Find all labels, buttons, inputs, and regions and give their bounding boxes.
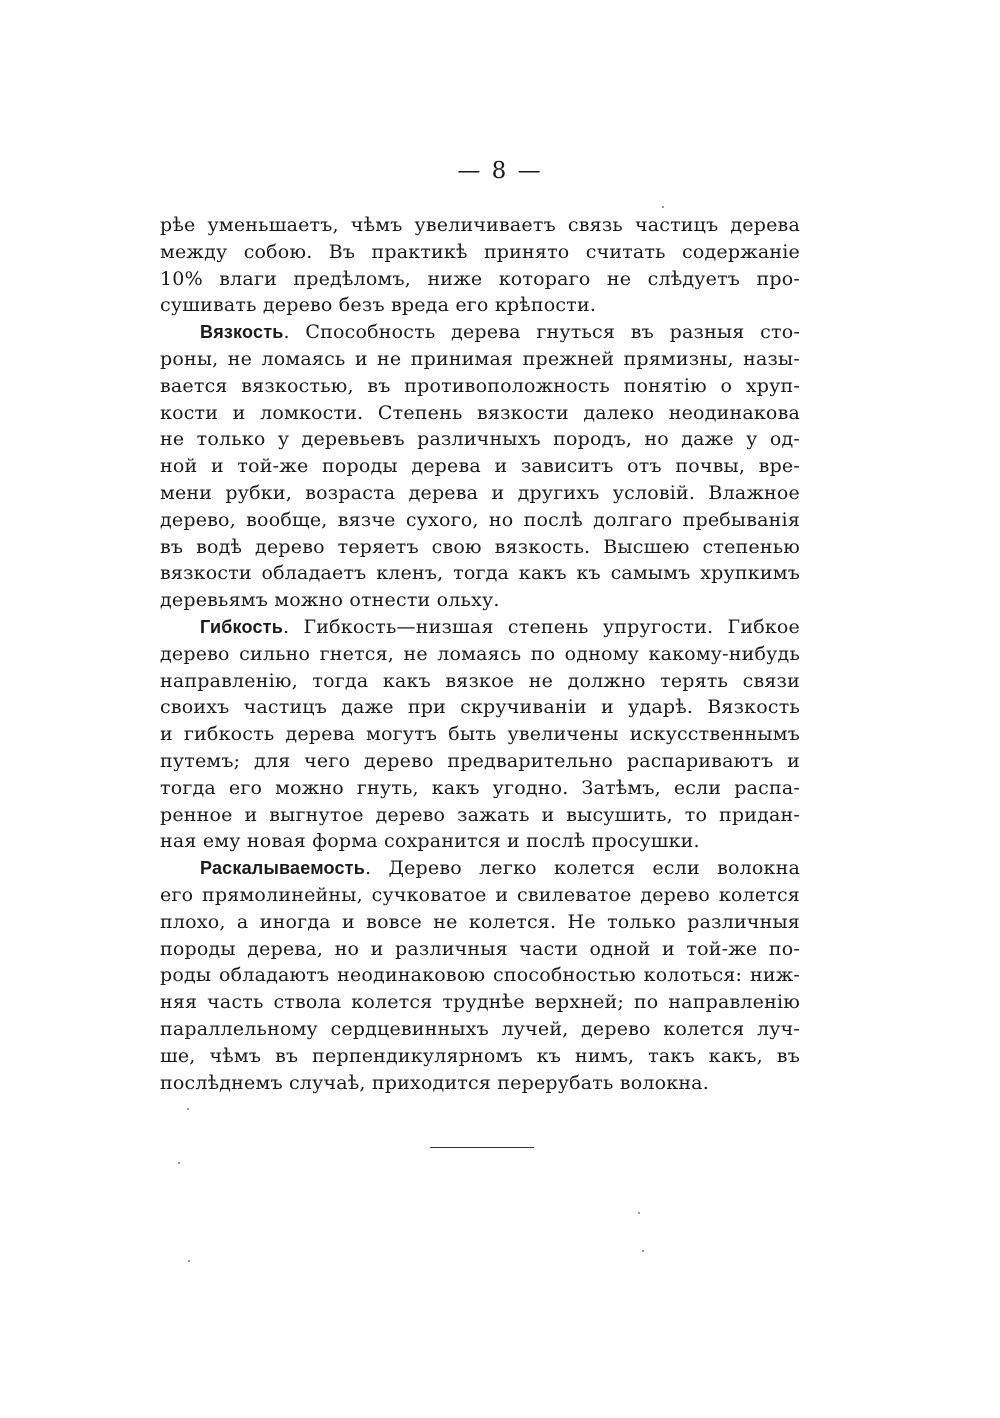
- term-heading: Вязкость: [200, 322, 284, 343]
- paragraph-continuation: [160, 212, 800, 319]
- paragraph-viscosity: [160, 319, 800, 614]
- text-line: и гибкость дерева могутъ быть увеличены искусственнымъ: [160, 723, 800, 746]
- text-line: путемъ; для чего дерево предварительно распариваютъ и: [160, 749, 800, 772]
- text-line: роды обладаютъ неодинаковою способностью колоться: ниж-: [160, 964, 800, 987]
- text-line: няя часть ствола колется труднѣе верхней; по направленiю: [160, 991, 800, 1014]
- scan-speck: [188, 1260, 190, 1262]
- text-line: [160, 319, 800, 346]
- paragraph-flexibility: [160, 614, 800, 855]
- text-line-rest: . Гибкость—низшая степень упругости. Гибкое: [282, 615, 800, 638]
- text-line: ной и той-же породы дерева и зависитъ отъ почвы, вре-: [160, 455, 800, 478]
- page-number: — 8 —: [457, 158, 543, 184]
- text-line-rest: . Способность дерева гнуться въ разныя сто-: [283, 321, 800, 344]
- scan-speck: [638, 1212, 640, 1214]
- text-line: въ водѣ дерево теряетъ свою вязкость. Высшею степенью: [160, 535, 800, 558]
- text-line: своихъ частицъ даже при скручиванiи и ударѣ. Вязкость: [160, 696, 800, 719]
- text-line: плохо, а иногда и вовсе не колется. Не только различныя: [160, 910, 800, 933]
- text-line: 10% влаги предѣломъ, ниже котораго не слѣдуетъ про-: [160, 267, 800, 290]
- body-text: [160, 212, 800, 1096]
- text-line: дерево сильно гнется, не ломаясь по одному какому-нибудь: [160, 642, 800, 665]
- term-heading: Раскалываемость: [200, 858, 365, 879]
- scan-speck: [187, 1108, 189, 1110]
- text-line: вязкости обладаетъ кленъ, тогда какъ къ самымъ хрупкимъ: [160, 562, 800, 585]
- scan-speck: [642, 1250, 644, 1252]
- text-line: рѣе уменьшаетъ, чѣмъ увеличиваетъ связь частицъ дерева: [160, 214, 800, 236]
- text-line: ная ему новая форма сохранится и послѣ просушки.: [160, 830, 700, 853]
- text-line: роны, не ломаясь и не принимая прежней прямизны, назы-: [160, 347, 800, 370]
- text-line: послѣднемъ случаѣ, приходится перерубать волокна.: [160, 1071, 709, 1094]
- text-line: тогда его можно гнуть, какъ угодно. Затѣмъ, если распа-: [160, 776, 800, 799]
- text-line: между собою. Въ практикѣ принято считать содержанiе: [160, 240, 800, 263]
- text-line: сушивать дерево безъ вреда его крѣпости.: [160, 294, 597, 317]
- term-heading: Гибкость: [200, 616, 283, 637]
- scan-speck: [662, 206, 664, 208]
- text-line: породы дерева, но и различныя части одной и той-же по-: [160, 937, 800, 960]
- text-line: кости и ломкости. Степень вязкости далеко неодинакова: [160, 401, 800, 424]
- text-line: его прямолинейны, сучковатое и свилеватое дерево колется: [160, 883, 800, 906]
- end-rule-divider: [430, 1147, 534, 1148]
- text-line: направленiю, тогда какъ вязкое не должно терять связи: [160, 669, 800, 692]
- text-line: [160, 614, 800, 641]
- text-line: мени рубки, возраста дерева и другихъ условiй. Влажное: [160, 481, 800, 504]
- text-line: ренное и выгнутое дерево зажать и высушить, то придан-: [160, 803, 800, 826]
- text-line: [160, 855, 800, 882]
- scan-speck: [178, 1162, 180, 1164]
- text-line: дерево, вообще, вязче сухого, но послѣ долгаго пребыванiя: [160, 508, 800, 531]
- text-line: параллельному сердцевинныхъ лучей, дерево колется луч-: [160, 1017, 800, 1040]
- text-line: не только у деревьевъ различныхъ породъ, но даже у од-: [160, 428, 800, 451]
- text-line-rest: . Дерево легко колется если волокна: [364, 857, 800, 880]
- text-line: деревьямъ можно отнести ольху.: [160, 589, 500, 612]
- text-line: вается вязкостью, въ противоположность понятiю о хруп-: [160, 374, 800, 397]
- text-line: ше, чѣмъ въ перпендикулярномъ къ нимъ, такъ какъ, въ: [160, 1044, 800, 1067]
- paragraph-splittability: [160, 855, 800, 1096]
